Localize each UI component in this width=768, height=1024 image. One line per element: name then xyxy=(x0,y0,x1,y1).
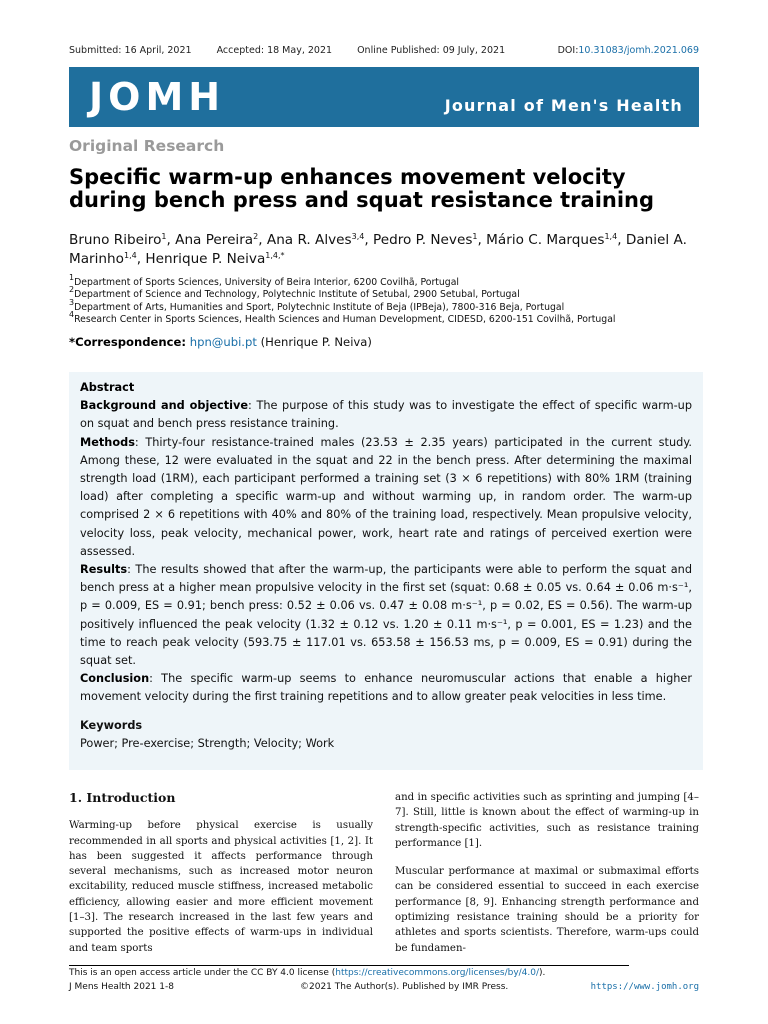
article-title: Specific warm-up enhances movement velocity during bench press and squat resistance training xyxy=(69,165,655,212)
license-link[interactable]: https://creativecommons.org/licenses/by/4.0/ xyxy=(335,968,540,978)
correspondence-name: (Henrique P. Neiva) xyxy=(260,335,372,349)
author-affiliation-marker: 3,4 xyxy=(351,232,365,241)
author-affiliation-marker: 1,4 xyxy=(604,232,618,241)
paragraph: and in specific activities such as sprinting and jumping [4–7]. Still, little is known about the effect of warming-up in strength-specific activities, such as resistance training performance [1]. xyxy=(395,792,699,849)
footer-divider xyxy=(69,965,629,966)
affiliation-list xyxy=(69,273,709,326)
correspondence xyxy=(69,335,372,349)
doi xyxy=(558,45,699,56)
author-affiliation-marker: 1 xyxy=(161,232,167,241)
keywords-list: Power; Pre-exercise; Strength; Velocity; Work xyxy=(80,736,335,750)
doi-link[interactable]: 10.31083/jomh.2021.069 xyxy=(578,45,699,56)
paragraph: Warming-up before physical exercise is usually recommended in all sports and physical activities [1, 2]. It has been suggested it affects performance through several mechanisms, such as increased motor neuron excitability, reduced muscle stiffness, increased metabolic efficiency, allowing easier and more efficient movement [1–3]. The research increased in the last few years and supported the positive effects of warm-ups in individual and team sports xyxy=(69,820,373,954)
abstract-methods: Methods: Thirty-four resistance-trained males (23.53 ± 2.35 years) participated in the current study. Among these, 12 were evaluated in the squat and 22 in the bench press. After determining the maximal strength load (1RM), each participant performed a training set (3 × 6 repetitions) with 80% 1RM (training load) after completing a specific warm-up and without warming up, in random order. The warm-up comprised 2 × 6 repetitions with 40% and 80% of the training load, respectively. Mean propulsive velocity, velocity loss, peak velocity, mechanical power, work, heart rate and ratings of perceived exertion were assessed. xyxy=(80,435,692,558)
journal-website-link[interactable]: https://www.jomh.org xyxy=(590,982,699,992)
journal-name: Journal of Men's Health xyxy=(444,96,683,115)
author-affiliation-marker: 1,4 xyxy=(123,251,137,260)
published-date: Online Published: 09 July, 2021 xyxy=(357,45,506,56)
author-name: Ana Pereira$^2$ xyxy=(175,232,259,248)
submitted-date: Submitted: 16 April, 2021 xyxy=(69,45,192,56)
copyright: ©2021 The Author(s). Published by IMR Press. xyxy=(300,982,509,992)
abstract-background: Background and objective: The purpose of this study was to investigate the effect of specific warm-up on squat and bench press resistance training. xyxy=(80,399,693,431)
author-name: Ana R. Alves$^{3,4}$ xyxy=(266,232,365,248)
author-list: Bruno Ribeiro$^1$, Ana Pereira$^2$, Ana R. Alves$^{3,4}$, Pedro P. Neves$^1$, Mário C. Marques$^{1,4}$, Daniel A. Marinho$^{1,4}$, Henrique P. Neiva$^{1,4,*}$ xyxy=(69,232,687,267)
article-type: Original Research xyxy=(69,137,225,155)
license-note: This is an open access article under the CC BY 4.0 license (https://creativecommons.org/licenses/by/4.0/). xyxy=(69,968,546,978)
author-name: Pedro P. Neves$^1$ xyxy=(373,232,478,248)
correspondence-email[interactable]: hpn@ubi.pt xyxy=(189,335,257,349)
author-name: Mário C. Marques$^{1,4}$ xyxy=(486,232,618,248)
affiliation-item: $^4$Research Center in Sports Sciences, Health Sciences and Human Development, CIDESD, 6200-151 Covilhã, Portugal xyxy=(69,309,616,325)
section-heading-introduction: 1. Introduction xyxy=(69,790,176,805)
publication-dates-line xyxy=(69,45,699,59)
citation: J Mens Health 2021 1-8 xyxy=(69,982,174,992)
author-affiliation-marker: 2 xyxy=(253,232,259,241)
author-name: Henrique P. Neiva$^{1,4,*}$ xyxy=(145,251,285,267)
paragraph: Muscular performance at maximal or submaximal efforts can be considered essential to succeed in each exercise performance [8, 9]. Enhancing strength performance and optimizing resistance training should be a priority for athletes and sports scientists. Therefore, warm-ups could be fundamen- xyxy=(395,866,699,954)
author-name: Bruno Ribeiro$^1$ xyxy=(69,232,167,248)
keywords-heading: Keywords xyxy=(80,718,143,732)
author-affiliation-marker: 1,4,* xyxy=(265,251,285,260)
accepted-date: Accepted: 18 May, 2021 xyxy=(216,45,333,56)
affiliation-item: $^1$Department of Sports Sciences, University of Beira Interior, 6200 Covilhã, Portugal xyxy=(69,273,459,288)
author-affiliation-marker: 1 xyxy=(472,232,478,241)
body-column-right xyxy=(395,790,699,956)
affiliation-item: $^2$Department of Science and Technology, Polytechnic Institute of Setubal, 2900 Setubal, Portugal xyxy=(69,285,520,301)
doi-label: DOI: xyxy=(557,45,579,56)
abstract-conclusion: Conclusion: The specific warm-up seems to enhance neuromuscular actions that enable a higher movement velocity during the first training repetitions and to allow greater peak velocities in less time. xyxy=(80,672,692,704)
journal-banner xyxy=(69,67,699,127)
affiliation-item: $^3$Department of Arts, Humanities and Sport, Polytechnic Institute of Beja (IPBeja), 7800-316 Beja, Portugal xyxy=(69,297,565,313)
abstract-heading: Abstract xyxy=(80,381,135,394)
correspondence-label: *Correspondence: xyxy=(69,335,187,349)
author-name: Daniel A. Marinho$^{1,4}$ xyxy=(69,232,687,267)
abstract-box xyxy=(69,372,703,770)
journal-logo: JOMH xyxy=(89,75,226,119)
abstract-results: Results: The results showed that after the warm-up, the participants were able to perform the squat and bench press at a higher mean propulsive velocity in the first set (squat: 0.68 ± 0.05 vs. 0.64 ± 0.06 m·s⁻¹, p = 0.009, ES = 0.91; bench press: 0.52 ± 0.06 vs. 0.47 ± 0.08 m·s⁻¹, p = 0.02, ES = 0.56). The warm-up positively influenced the peak velocity (1.32 ± 0.12 vs. 1.20 ± 0.11 m·s⁻¹, p = 0.001, ES = 1.23) and the time to reach peak velocity (593.75 ± 117.01 vs. 653.58 ± 156.53 ms, p = 0.009, ES = 0.91) during the squat set. xyxy=(80,563,692,668)
body-column-left xyxy=(69,790,373,956)
